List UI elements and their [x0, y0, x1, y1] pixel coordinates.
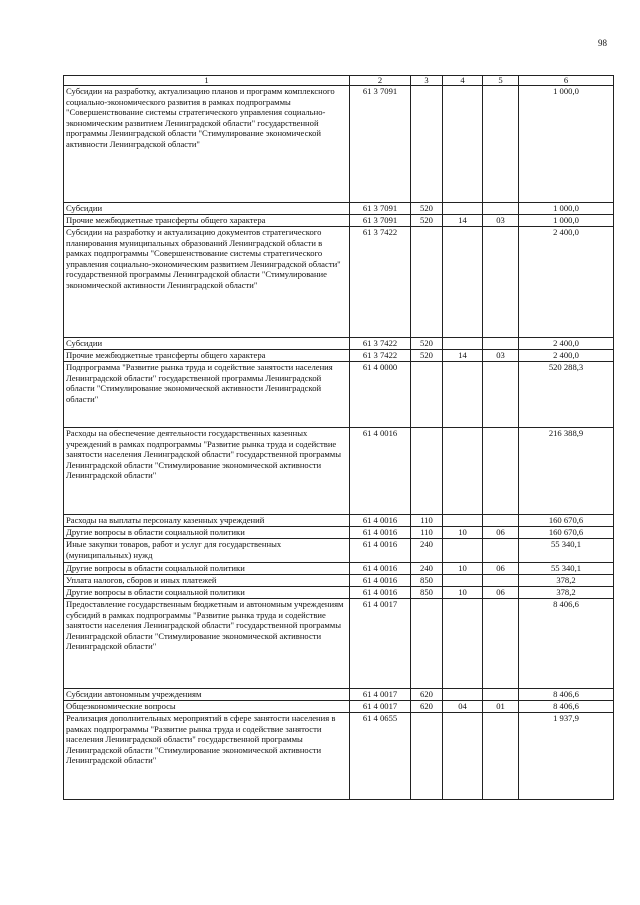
row-col3-cell: 520: [411, 203, 443, 215]
row-code-cell: 61 4 0017: [350, 689, 411, 701]
row-col3-cell: 240: [411, 563, 443, 575]
row-col3-cell: 110: [411, 527, 443, 539]
column-header: 5: [483, 76, 519, 86]
row-amount-cell: 1 937,9: [519, 713, 614, 800]
row-col5-cell: [483, 338, 519, 350]
table-row: [64, 350, 614, 362]
row-col5-cell: [483, 86, 519, 203]
row-amount-cell: 378,2: [519, 587, 614, 599]
row-col5-cell: 03: [483, 215, 519, 227]
row-name-cell: Субсидии: [64, 338, 350, 350]
row-col5-cell: [483, 203, 519, 215]
row-col5-cell: [483, 713, 519, 800]
row-col4-cell: [443, 689, 483, 701]
row-amount-cell: 1 000,0: [519, 86, 614, 203]
row-col3-cell: 620: [411, 701, 443, 713]
row-code-cell: 61 4 0016: [350, 527, 411, 539]
row-amount-cell: 2 400,0: [519, 227, 614, 338]
row-name-cell: Предоставление государственным бюджетным и автономным учреждениям субсидий в рамках подпрограммы "Развитие рынка труда и содействие занятости населения Ленинградской области" государственной программы Ленинградской области "Стимулирование экономической активности Ленинградской области": [64, 599, 350, 689]
table-row: [64, 86, 614, 203]
row-col4-cell: [443, 203, 483, 215]
row-col5-cell: 06: [483, 527, 519, 539]
table-row: [64, 587, 614, 599]
row-col3-cell: [411, 428, 443, 515]
table-row: [64, 539, 614, 563]
table-row: [64, 227, 614, 338]
row-col5-cell: 01: [483, 701, 519, 713]
row-col4-cell: 14: [443, 350, 483, 362]
row-name-cell: Субсидии: [64, 203, 350, 215]
row-col3-cell: [411, 599, 443, 689]
row-code-cell: 61 4 0655: [350, 713, 411, 800]
row-amount-cell: 8 406,6: [519, 599, 614, 689]
row-amount-cell: 1 000,0: [519, 215, 614, 227]
row-col3-cell: 520: [411, 350, 443, 362]
row-code-cell: 61 3 7422: [350, 350, 411, 362]
row-col3-cell: [411, 713, 443, 800]
table-row: [64, 338, 614, 350]
row-name-cell: Расходы на обеспечение деятельности государственных казенных учреждений в рамках подпрограммы "Развитие рынка труда и содействие занятости населения Ленинградской области" государственной программы Ленинградской области "Стимулирование экономической активности Ленинградской области": [64, 428, 350, 515]
row-amount-cell: 2 400,0: [519, 338, 614, 350]
row-name-cell: Другие вопросы в области социальной политики: [64, 527, 350, 539]
table-row: [64, 563, 614, 575]
row-amount-cell: 55 340,1: [519, 539, 614, 563]
column-header: 1: [64, 76, 350, 86]
row-code-cell: 61 3 7091: [350, 86, 411, 203]
row-col3-cell: 240: [411, 539, 443, 563]
row-name-cell: Субсидии на разработку и актуализацию документов стратегического планирования муниципальных образований Ленинградской области в рамках подпрограммы "Совершенствование системы стратегического управления социально-экономическим развитием Ленинградской области" государственной программы Ленинградской области "Стимулирование экономической активности Ленинградской области": [64, 227, 350, 338]
row-name-cell: Иные закупки товаров, работ и услуг для государственных (муниципальных) нужд: [64, 539, 350, 563]
row-col4-cell: [443, 428, 483, 515]
row-col3-cell: [411, 362, 443, 428]
column-header: 6: [519, 76, 614, 86]
row-col4-cell: [443, 362, 483, 428]
row-col3-cell: 620: [411, 689, 443, 701]
row-col3-cell: [411, 86, 443, 203]
table-row: [64, 575, 614, 587]
row-col5-cell: [483, 689, 519, 701]
column-header: 3: [411, 76, 443, 86]
row-col5-cell: [483, 362, 519, 428]
row-code-cell: 61 3 7091: [350, 203, 411, 215]
table-row: [64, 701, 614, 713]
row-col4-cell: 14: [443, 215, 483, 227]
row-name-cell: Прочие межбюджетные трансферты общего характера: [64, 215, 350, 227]
row-name-cell: Расходы на выплаты персоналу казенных учреждений: [64, 515, 350, 527]
row-code-cell: 61 3 7091: [350, 215, 411, 227]
row-name-cell: Субсидии на разработку, актуализацию планов и программ комплексного социально-экономического развития в рамках подпрограммы "Совершенствование системы стратегического управления социально-экономическим развитием Ленинградской области" государственной программы Ленинградской области "Стимулирование экономической активности Ленинградской области": [64, 86, 350, 203]
row-amount-cell: 2 400,0: [519, 350, 614, 362]
row-col3-cell: 850: [411, 587, 443, 599]
table-row: [64, 515, 614, 527]
row-name-cell: Прочие межбюджетные трансферты общего характера: [64, 350, 350, 362]
row-amount-cell: 8 406,6: [519, 689, 614, 701]
row-name-cell: Реализация дополнительных мероприятий в сфере занятости населения в рамках подпрограммы "Развитие рынка труда и содействие занятости населения Ленинградской области" государственной программы Ленинградской области "Стимулирование экономической активности Ленинградской области": [64, 713, 350, 800]
row-col3-cell: 520: [411, 338, 443, 350]
row-col3-cell: 520: [411, 215, 443, 227]
row-name-cell: Общеэкономические вопросы: [64, 701, 350, 713]
row-name-cell: Субсидии автономным учреждениям: [64, 689, 350, 701]
row-col5-cell: [483, 428, 519, 515]
table-header-row: [64, 76, 614, 86]
table-row: [64, 713, 614, 800]
row-col3-cell: 850: [411, 575, 443, 587]
table-row: [64, 203, 614, 215]
row-code-cell: 61 4 0016: [350, 563, 411, 575]
row-col3-cell: 110: [411, 515, 443, 527]
column-header: 4: [443, 76, 483, 86]
page-number: 98: [598, 38, 607, 48]
budget-table: [63, 75, 614, 800]
row-col5-cell: 06: [483, 563, 519, 575]
row-amount-cell: 378,2: [519, 575, 614, 587]
row-code-cell: 61 4 0017: [350, 599, 411, 689]
row-col4-cell: [443, 575, 483, 587]
row-code-cell: 61 4 0016: [350, 539, 411, 563]
column-header: 2: [350, 76, 411, 86]
row-code-cell: 61 4 0017: [350, 701, 411, 713]
row-code-cell: 61 4 0016: [350, 587, 411, 599]
row-code-cell: 61 4 0000: [350, 362, 411, 428]
row-col5-cell: 06: [483, 587, 519, 599]
row-code-cell: 61 4 0016: [350, 428, 411, 515]
row-col4-cell: [443, 227, 483, 338]
row-col4-cell: [443, 599, 483, 689]
row-amount-cell: 1 000,0: [519, 203, 614, 215]
row-col5-cell: [483, 227, 519, 338]
row-col4-cell: [443, 86, 483, 203]
row-col4-cell: 04: [443, 701, 483, 713]
row-amount-cell: 216 388,9: [519, 428, 614, 515]
row-col5-cell: [483, 599, 519, 689]
table-row: [64, 215, 614, 227]
row-col4-cell: 10: [443, 527, 483, 539]
row-col4-cell: [443, 539, 483, 563]
row-code-cell: 61 3 7422: [350, 227, 411, 338]
table-row: [64, 527, 614, 539]
row-amount-cell: 8 406,6: [519, 701, 614, 713]
row-col4-cell: [443, 515, 483, 527]
row-col4-cell: 10: [443, 587, 483, 599]
row-name-cell: Уплата налогов, сборов и иных платежей: [64, 575, 350, 587]
row-amount-cell: 160 670,6: [519, 527, 614, 539]
row-col4-cell: 10: [443, 563, 483, 575]
row-name-cell: Другие вопросы в области социальной политики: [64, 563, 350, 575]
table-row: [64, 599, 614, 689]
row-amount-cell: 55 340,1: [519, 563, 614, 575]
row-col5-cell: [483, 575, 519, 587]
row-col3-cell: [411, 227, 443, 338]
table-row: [64, 689, 614, 701]
row-name-cell: Подпрограмма "Развитие рынка труда и содействие занятости населения Ленинградской области" государственной программы Ленинградской области "Стимулирование экономической активности Ленинградской области": [64, 362, 350, 428]
table-row: [64, 428, 614, 515]
row-col5-cell: [483, 515, 519, 527]
row-code-cell: 61 4 0016: [350, 575, 411, 587]
row-code-cell: 61 4 0016: [350, 515, 411, 527]
row-col5-cell: [483, 539, 519, 563]
row-name-cell: Другие вопросы в области социальной политики: [64, 587, 350, 599]
row-col5-cell: 03: [483, 350, 519, 362]
row-col4-cell: [443, 338, 483, 350]
row-col4-cell: [443, 713, 483, 800]
row-amount-cell: 160 670,6: [519, 515, 614, 527]
row-amount-cell: 520 288,3: [519, 362, 614, 428]
row-code-cell: 61 3 7422: [350, 338, 411, 350]
table-row: [64, 362, 614, 428]
